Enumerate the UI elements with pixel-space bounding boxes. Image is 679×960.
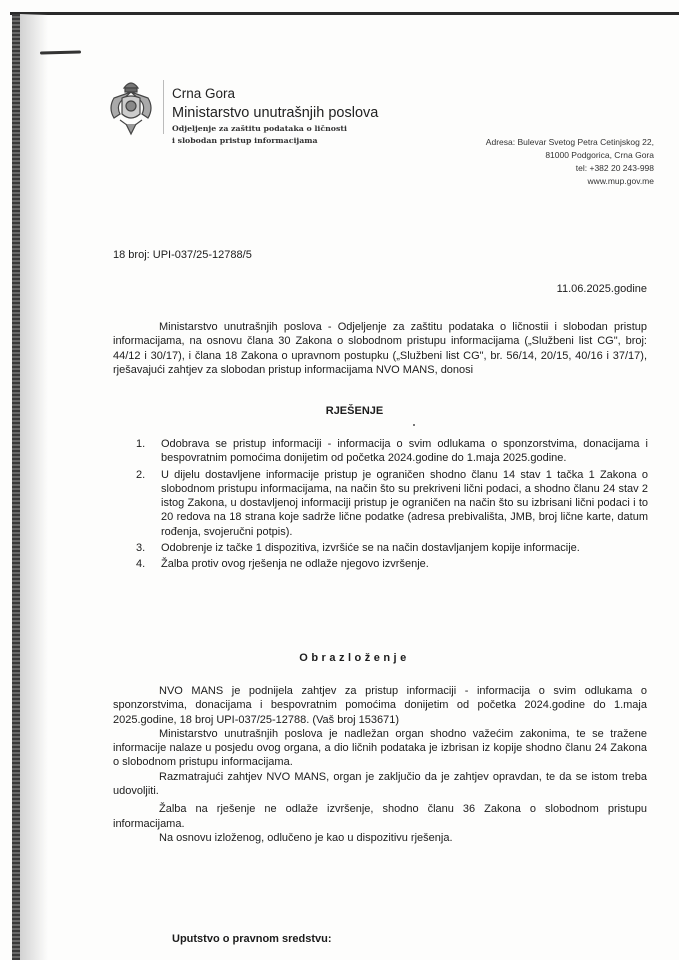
item-text: Odobrenje iz tačke 1 dispozitiva, izvršiće se na način dostavljanjem kopije informacije.: [161, 542, 580, 555]
scan-speck: [413, 424, 415, 426]
item-number: 2.: [136, 468, 146, 481]
reasoning-section: [113, 684, 647, 845]
header-divider: [163, 80, 164, 134]
scan-binding-strip: [12, 14, 20, 960]
reasoning-paragraph: NVO MANS je podnijela zahtjev za pristup informaciji - informacija o svim odlukama o sponzorstvima, donacijama i bespovratnim pomoćima donijetim od početka 2024.godine do 1.maja 2025.godine, 18 broj UPI-037/25-12788. (Vaš broj 153671): [113, 685, 647, 726]
item-number: 3.: [136, 542, 146, 555]
address-phone: tel: +382 20 243-998: [575, 163, 654, 173]
scan-shadow: [20, 14, 48, 960]
item-number: 1.: [136, 438, 146, 450]
ministry-name: Ministarstvo unutrašnjih poslova: [172, 105, 379, 121]
reasoning-paragraph: Žalba na rješenje ne odlaže izvršenje, shodno članu 36 Zakona o slobodnom pristupu informacijama.: [113, 803, 647, 830]
document-date: 11.06.2025.godine: [556, 283, 647, 295]
scan-top-edge: [10, 12, 679, 15]
intro-paragraph: Ministarstvo unutrašnjih poslova - Odjeljenje za zaštitu podataka o ličnostii i slobodan pristup informacijama, na osnovu člana 30 Zakona o slobodnom pristupu informacijama („Službeni list CG", broj: 44/12 i 30/17), i člana 18 Zakona o upravnom postupku („Službeni list CG", br. 56/14, 20/15, 40/16 i 37/17), rješavajući zahtjev za slobodan pristup informacijama NVO MANS, donosi: [113, 321, 647, 376]
decision-item: [136, 557, 648, 571]
address-website: www.mup.gov.me: [587, 176, 654, 186]
item-text: U dijelu dostavljene informacije pristup je ograničen shodno članu 14 stav 1 tačka 1 Zakona o slobodnom pristupu informacijama, na način što su prekriveni lični podaci, a shodno članu 24 stav 2 istog Zakona, u dostavljenoj informaciji pristup je ograničen na način što su izbrisani lični podaci i to 20 redova na 18 strana koje sadrže lične podatke (adresa prebivališta, JMB, broj lične karte, datum rođenja, svojeručni potpis).: [161, 468, 648, 538]
reasoning-paragraph: Ministarstvo unutrašnjih poslova je nadležan organ shodno važećim zakonima, te se tražene informacije nalaze u posjedu ovog organa, a dio ličnih podataka je izbrisan iz kopije shodno članu 24 Zakona o slobodnom pristupu informacijama.: [113, 727, 647, 769]
address-city: 81000 Podgorica, Crna Gora: [545, 150, 654, 160]
reasoning-paragraph: Na osnovu izloženog, odlučeno je kao u dispozitivu rješenja.: [159, 831, 453, 844]
item-text: Odobrava se pristup informaciji - informacija o svim odlukama o sponzorstvima, donacijama i bespovratnim pomoćima donijetim od početka 2024.godine do 1.maja 2025.godine.: [161, 438, 648, 465]
letterhead: [172, 86, 378, 146]
decision-item: [136, 541, 648, 555]
reasoning-heading: Obrazloženje: [299, 652, 410, 664]
decision-item: [136, 468, 648, 539]
decision-items: [136, 437, 648, 574]
department-line-1: Odjeljenje za zaštitu podataka o ličnosti: [172, 124, 347, 133]
pen-mark: [40, 50, 81, 54]
decision-heading: RJEŠENJE: [325, 405, 384, 417]
montenegro-coat-of-arms-icon: [106, 78, 156, 136]
document-reference-number: 18 broj: UPI-037/25-12788/5: [113, 249, 252, 261]
ministry-address: [486, 136, 654, 188]
address-street: Adresa: Bulevar Svetog Petra Cetinjskog 22,: [485, 137, 654, 147]
decision-item: [136, 437, 648, 466]
country-name: Crna Gora: [172, 86, 236, 101]
reasoning-paragraph: Razmatrajući zahtjev NVO MANS, organ je zaključio da je zahtjev opravdan, te da se istom treba udovoljiti.: [113, 770, 647, 798]
item-number: 4.: [136, 558, 146, 571]
legal-remedy-heading: Uputstvo o pravnom sredstvu:: [172, 933, 332, 945]
item-text: Žalba protiv ovog rješenja ne odlaže njegovo izvršenje.: [161, 558, 429, 571]
department-line-2: i slobodan pristup informacijama: [172, 136, 318, 145]
